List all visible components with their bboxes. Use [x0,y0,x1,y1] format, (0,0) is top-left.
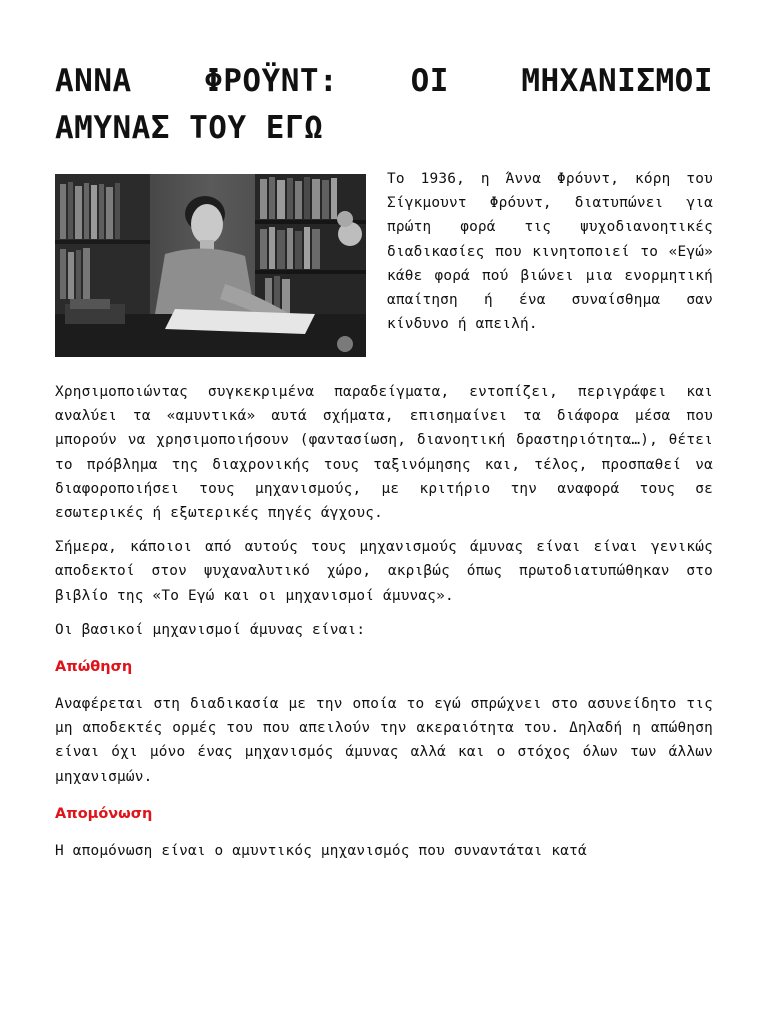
document-page [55,0,713,863]
title-line-1: ΑΝΝΑ ΦΡΟΫΝΤ: ΟΙ ΜΗΧΑΝΙΣΜΟΙ [55,63,713,99]
paragraph-1: Χρησιμοποιώντας συγκεκριμένα παραδείγματα, εντοπίζει, περιγράφει και αναλύει τα «αμυντικά» αυτά σχήματα, επισημαίνει τα διάφορα μέσα που μπορούν να χρησιμοποιήσουν (φαντασίωση, διανοητική δραστηριότητα…), θέτει το πρόβλημα της διαχρονικής τους ταξινόμησης και, τέλος, προσπαθεί να διαφοροποιήσει τους μηχανισμούς, με κριτήριο την αναφορά τους σε εσωτερικές ή εξωτερικές πηγές άγχους. [55,384,713,522]
paragraph-3: Οι βασικοί μηχανισμοί άμυνας είναι: [55,621,366,638]
paragraph-2: Σήμερα, κάποιοι από αυτούς τους μηχανισμούς άμυνας είναι είναι γενικώς αποδεκτοί στον ψυχαναλυτικό χώρο, ακριβώς όπως πρωτοδιατυπώθηκαν στο βιβλίο της «Το Εγώ και οι μηχανισμοί άμυνας». [55,539,713,604]
section-text-repression: Αναφέρεται στη διαδικασία με την οποία το εγώ σπρώχνει στο ασυνείδητο τις μη αποδεκτές ορμές του που απειλούν την ακεραιότητα του. Δηλαδή η απώθηση είναι όχι μόνο ένας μηχανισμός άμυνας αλλά και ο στόχος όλων των άλλων μηχανισμών. [55,696,713,785]
section-text-isolation: Η απομόνωση είναι ο αμυντικός μηχανισμός που συναντάται κατά [55,842,587,859]
title-line-2: ΑΜΥΝΑΣ ΤΟΥ ΕΓΩ [55,110,324,146]
section-heading-repression: Απώθηση [55,659,133,676]
intro-text-block [387,167,713,336]
photo-illustration [55,174,366,357]
anna-freud-photo [55,174,366,357]
section-heading-isolation: Απομόνωση [55,805,153,822]
intro-section [55,171,713,366]
intro-paragraph: Το 1936, η Άννα Φρόυντ, κόρη του Σίγκμουντ Φρόυντ, διατυπώνει για πρώτη φορά τις ψυχοδιανοητικές διαδικασίες που κινητοποιεί το «Εγώ» κάθε φορά πού βιώνει μια ενορμητική απαίτηση ή ένα συναίσθημα σαν κίνδυνο ή απειλή. [387,171,713,333]
page-title [55,0,713,152]
